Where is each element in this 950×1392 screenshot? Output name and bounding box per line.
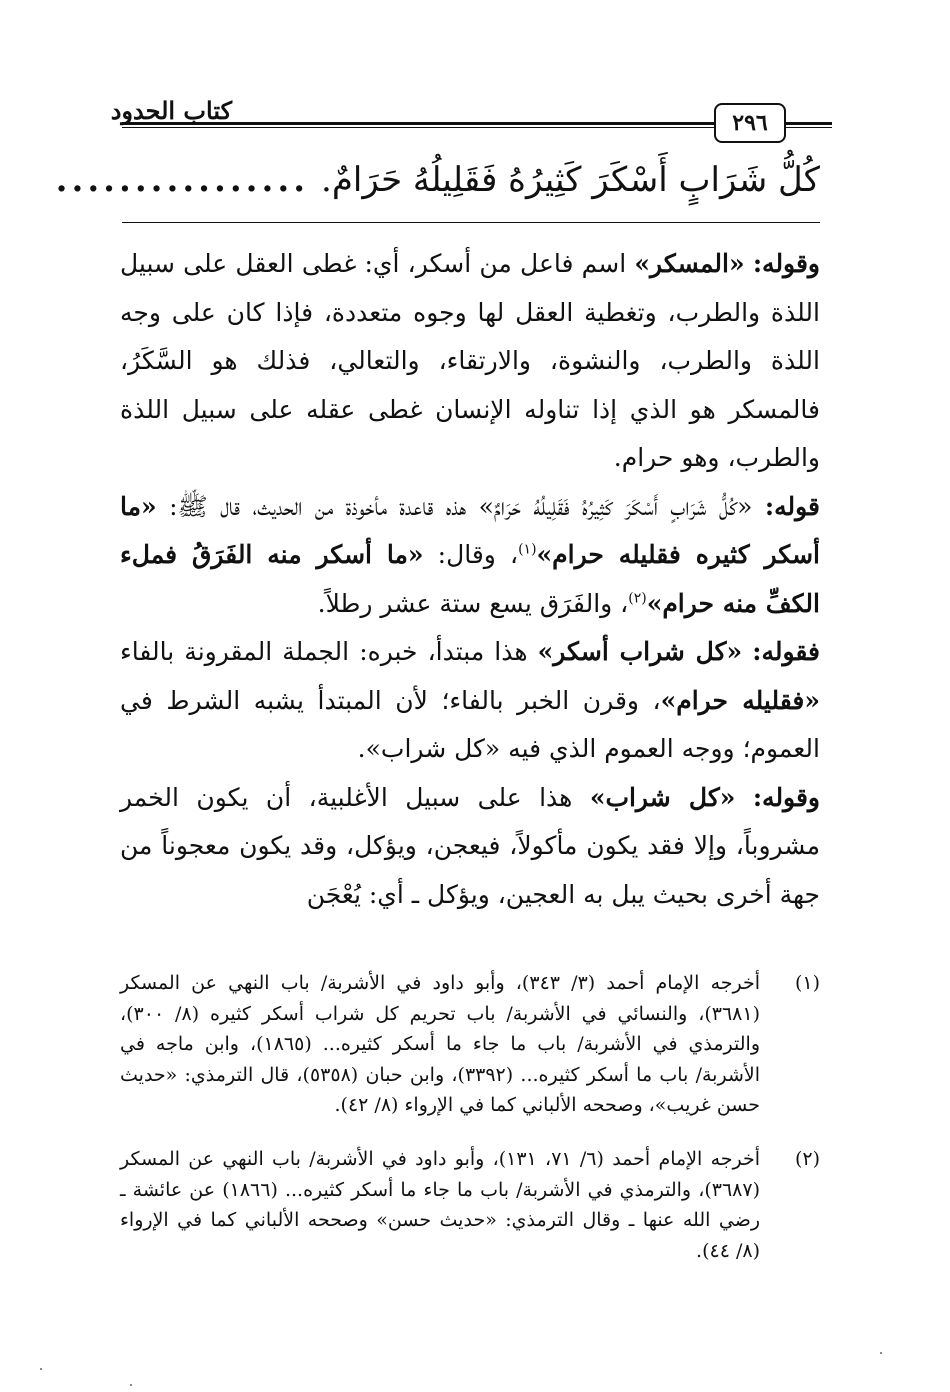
paragraph-1 — [120, 240, 820, 483]
p2-text-1: هذه قاعدة مأخوذة من الحديث، قال ﷺ: — [156, 491, 479, 521]
scan-speck — [130, 1384, 132, 1386]
matn-text: كُلُّ شَرَابٍ أَسْكَرَ كَثِيرُهُ فَقَلِيلُهُ حَرَامٌ. — [321, 160, 820, 200]
scan-speck — [880, 1352, 882, 1354]
p2-lead: قوله: — [764, 491, 820, 521]
p4-lead: وقوله: — [752, 782, 820, 812]
p4-text: هذا على سبيل الأغلبية، أن يكون الخمر مشروباً، وإلا فقد يكون مأكولاً، فيعجن، ويؤكل، وقد يكون معجوناً من جهة أخرى بحيث يبل به العجين، ويؤكل ـ أي: يُعْجَن — [120, 782, 820, 909]
p2-quote: «كُلُّ شَرَابٍ أَسْكَرَ كَثِيرُهُ فَقَلِيلُهُ حَرَامٌ» — [478, 491, 753, 521]
p3-text-2: ، وقرن الخبر بالفاء؛ لأن المبتدأ يشبه الشرط في العموم؛ ووجه العموم الذي فيه «كل شراب». — [120, 685, 820, 763]
footnote-2-number: (٢) — [794, 1148, 820, 1170]
paragraph-4 — [120, 774, 820, 920]
p1-lead: وقوله: — [752, 249, 820, 278]
p3-quote-2: «فقليله حرام» — [660, 685, 820, 715]
p1-text: اسم فاعل من أسكر، أي: غطى العقل على سبيل اللذة والطرب، وتغطية العقل لها وجوه متعددة، فإذا كان على وجه اللذة والطرب، والنشوة، والارتقاء، والتعالي، فذلك هو السَّكَرُ، فالمسكر هو الذي إذا تناوله الإنسان غطى عقله على سبيل اللذة والطرب، وهو حرام. — [120, 249, 820, 472]
footnote-1-text: أخرجه الإمام أحمد (٣/ ٣٤٣)، وأبو داود في الأشربة/ باب النهي عن المسكر (٣٦٨١)، والنسائي في الأشربة/ باب تحريم كل شراب أسكر كثيره (٨/ ٣٠٠)، والترمذي في الأشربة/ باب ما جاء ما أسكر كثيره... (١٨٦٥)، وابن ماجه في الأشربة/ باب ما أسكر كثيره... (٣٣٩٢)، وابن حبان (٥٣٥٨)، قال الترمذي: «حديث حسن غريب»، وصححه الألباني كما في الإرواء (٨/ ٤٢). — [120, 972, 761, 1116]
hadith-2: «ما أسكر منه الفَرَقُ فملء الكفِّ منه حرام» — [120, 540, 820, 618]
footnote-2 — [120, 1144, 820, 1266]
p3-lead: فقوله: — [752, 637, 820, 666]
footnote-2-text: أخرجه الإمام أحمد (٦/ ٧١، ١٣١)، وأبو داود في الأشربة/ باب النهي عن المسكر (٣٦٨٧)، والترمذي في الأشربة/ باب ما جاء ما أسكر كثيره... (١٨٦٦) عن عائشة ـ رضي الله عنها ـ وقال الترمذي: «حديث حسن» وصححه الألباني كما في الإرواء (٨/ ٤٤). — [120, 1148, 761, 1262]
footnote-1 — [120, 968, 820, 1121]
p2-text-2: ، وقال: — [423, 540, 519, 569]
p1-term: «المسكر» — [634, 249, 745, 278]
footnote-ref-1: (١) — [518, 541, 537, 558]
p3-quote-1: «كل شراب أسكر» — [537, 637, 743, 666]
footnote-1-number: (١) — [794, 972, 820, 994]
hadith-1: «ما أسكر كثيره فقليله حرام» — [120, 491, 820, 569]
matn-dots: ................ — [55, 160, 310, 200]
p2-text-3: ، والفَرَق يسع ستة عشر رطلاً. — [317, 588, 629, 618]
commentary-body — [120, 240, 820, 919]
p3-text-1: هذا مبتدأ، خبره: الجملة المقرونة بالفاء — [120, 637, 538, 666]
p4-quote: «كل شراب» — [589, 782, 736, 812]
matn-separator — [122, 222, 820, 223]
page-number: ٢٩٦ — [714, 103, 786, 143]
running-head-title: كتاب الحدود — [110, 96, 232, 125]
scan-speck — [40, 1368, 42, 1370]
matn-line — [55, 150, 820, 210]
paragraph-3 — [120, 628, 820, 774]
footnote-ref-2: (٢) — [628, 590, 647, 607]
paragraph-2 — [120, 483, 820, 629]
